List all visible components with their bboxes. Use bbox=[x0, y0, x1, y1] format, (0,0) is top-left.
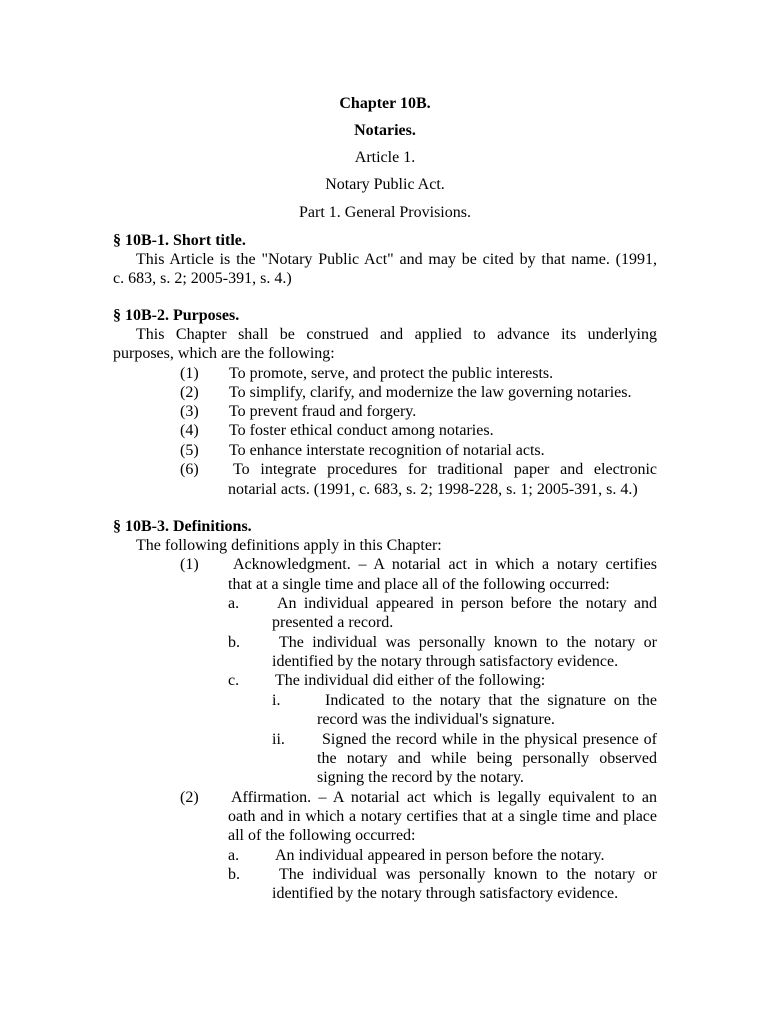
section-text: purposes, which are the following: bbox=[113, 345, 335, 362]
subitem-text: presented a record. bbox=[272, 614, 394, 631]
list-number: (1) bbox=[180, 365, 199, 382]
subsubitem-text: record was the individual's signature. bbox=[317, 711, 555, 728]
subsubitem-text: Signed the record while in the physical presence of bbox=[322, 731, 657, 748]
list-number: (4) bbox=[180, 422, 199, 439]
subsubitem-text: the notary and while being personally observed bbox=[317, 750, 657, 767]
article-number: Article 1. bbox=[354, 149, 416, 166]
subitem-text: The individual was personally known to the notary or bbox=[279, 634, 657, 651]
list-item: To prevent fraud and forgery. bbox=[229, 403, 417, 420]
article-title: Notary Public Act. bbox=[325, 176, 445, 193]
subitem-letter: b. bbox=[228, 634, 240, 651]
definition-number: (2) bbox=[180, 789, 199, 806]
definition-text: that at a single time and place all of the following occurred: bbox=[228, 576, 610, 593]
list-item: To promote, serve, and protect the public interests. bbox=[229, 365, 554, 382]
definition-text: Affirmation. – A notarial act which is legally equivalent to an bbox=[231, 789, 657, 806]
definition-text: all of the following occurred: bbox=[228, 827, 416, 844]
section-heading-10b-2: § 10B-2. Purposes. bbox=[113, 307, 240, 324]
list-item: To simplify, clarify, and modernize the law governing notaries. bbox=[229, 384, 632, 401]
subitem-letter: a. bbox=[228, 847, 240, 864]
subsubitem-text: signing the record by the notary. bbox=[317, 769, 524, 786]
subsubitem-numeral: ii. bbox=[272, 731, 285, 748]
subitem-text: The individual was personally known to the notary or bbox=[279, 866, 657, 883]
subsubitem-numeral: i. bbox=[272, 692, 281, 709]
subitem-text: An individual appeared in person before the notary. bbox=[275, 847, 605, 864]
list-number: (5) bbox=[180, 442, 199, 459]
definition-text: oath and in which a notary certifies that at a single time and place bbox=[228, 808, 657, 825]
subitem-letter: b. bbox=[228, 866, 240, 883]
list-number: (3) bbox=[180, 403, 199, 420]
definition-text: Acknowledgment. – A notarial act in which a notary certifies bbox=[233, 556, 657, 573]
section-heading-10b-1: § 10B-1. Short title. bbox=[113, 232, 246, 249]
section-text: c. 683, s. 2; 2005-391, s. 4.) bbox=[113, 270, 292, 287]
list-item: To enhance interstate recognition of notarial acts. bbox=[229, 442, 545, 459]
section-text: This Chapter shall be construed and applied to advance its underlying bbox=[136, 326, 657, 343]
section-text: The following definitions apply in this Chapter: bbox=[136, 537, 442, 554]
chapter-heading: Chapter 10B. bbox=[339, 95, 431, 112]
list-item: To integrate procedures for traditional paper and electronic bbox=[233, 461, 657, 478]
subitem-letter: a. bbox=[228, 595, 240, 612]
list-item-continued: notarial acts. (1991, c. 683, s. 2; 1998-228, s. 1; 2005-391, s. 4.) bbox=[228, 481, 638, 498]
definition-number: (1) bbox=[180, 556, 199, 573]
subitem-text: An individual appeared in person before the notary and bbox=[277, 595, 657, 612]
section-heading-10b-3: § 10B-3. Definitions. bbox=[113, 518, 252, 535]
list-number: (6) bbox=[180, 461, 199, 478]
section-text: This Article is the "Notary Public Act" and may be cited by that name. (1991, bbox=[136, 251, 657, 268]
subitem-letter: c. bbox=[228, 672, 240, 689]
subitem-text: identified by the notary through satisfactory evidence. bbox=[272, 885, 619, 902]
subitem-text: identified by the notary through satisfactory evidence. bbox=[272, 653, 619, 670]
part-title: Part 1. General Provisions. bbox=[299, 204, 471, 221]
subitem-text: The individual did either of the following: bbox=[275, 672, 546, 689]
subsubitem-text: Indicated to the notary that the signature on the bbox=[325, 692, 657, 709]
list-number: (2) bbox=[180, 384, 199, 401]
list-item: To foster ethical conduct among notaries. bbox=[229, 422, 494, 439]
chapter-title: Notaries. bbox=[354, 122, 416, 139]
